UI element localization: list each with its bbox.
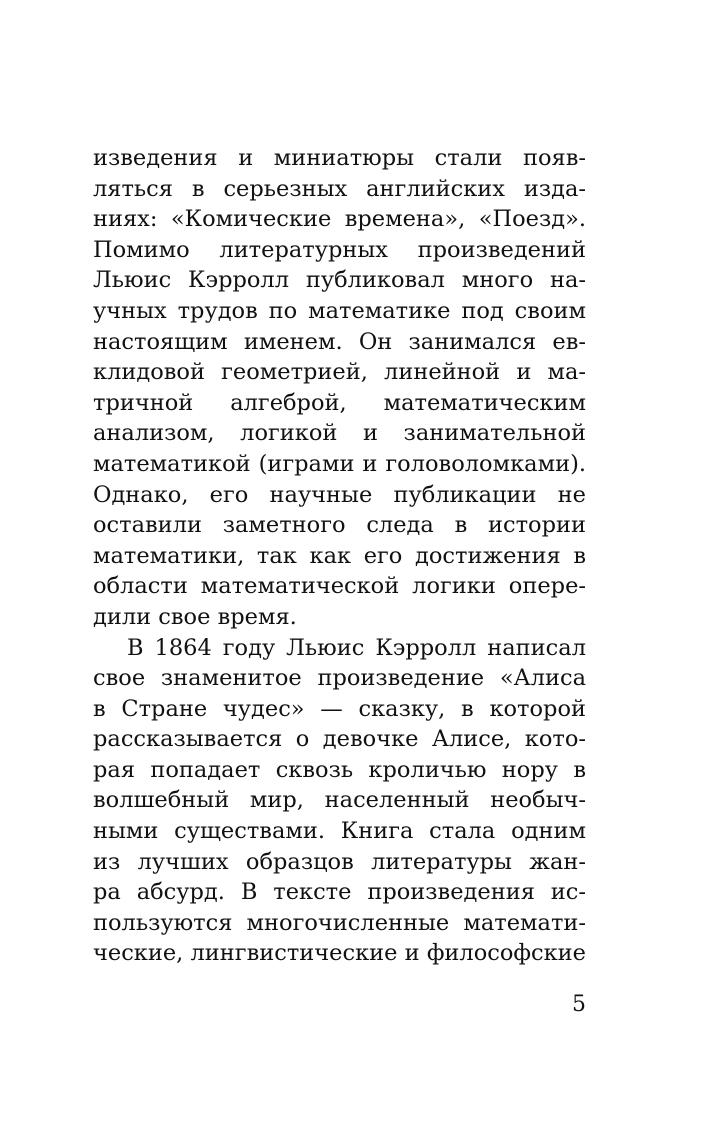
text-line: ниях: «Комические времена», «Поезд». bbox=[93, 206, 586, 233]
text-line: Однако, его научные публикации не bbox=[93, 481, 586, 508]
text-line: ра абсурд. В тексте произведения ис- bbox=[93, 879, 586, 906]
text-line: области математической логики опере- bbox=[93, 573, 586, 600]
text-line: математики, так как его достижения в bbox=[93, 542, 586, 569]
body-text bbox=[93, 143, 586, 969]
text-line: пользуются многочисленные математи- bbox=[93, 909, 586, 936]
text-line: оставили заметного следа в истории bbox=[93, 512, 586, 539]
text-line: рая попадает сквозь кроличью нору в bbox=[93, 756, 586, 783]
text-line: Помимо литературных произведений bbox=[93, 236, 586, 263]
text-line: изведения и миниатюры стали появ- bbox=[93, 145, 586, 171]
paragraph-end-line: дили свое время. bbox=[93, 603, 297, 630]
text-line: учных трудов по математике под своим bbox=[93, 297, 586, 324]
text-line: в Стране чудес» — сказку, в которой bbox=[93, 695, 586, 722]
paragraph-start-line: В 1864 году Льюис Кэрролл написал bbox=[127, 634, 586, 661]
text-line: клидовой геометрией, линейной и ма- bbox=[93, 359, 586, 386]
text-line: настоящим именем. Он занимался ев- bbox=[93, 328, 586, 355]
page-number: 5 bbox=[572, 992, 586, 1017]
text-line: Льюис Кэрролл публиковал много на- bbox=[93, 267, 586, 294]
text-line: рассказывается о девочке Алисе, кото- bbox=[93, 726, 586, 753]
text-line: тричной алгеброй, математическим bbox=[93, 389, 586, 416]
text-line: волшебный мир, населенный необыч- bbox=[93, 787, 586, 814]
text-line: из лучших образцов литературы жан- bbox=[93, 848, 586, 875]
text-line: ляться в серьезных английских изда- bbox=[93, 175, 586, 202]
text-line: математикой (играми и головоломками). bbox=[93, 450, 586, 477]
text-line: анализом, логикой и занимательной bbox=[93, 420, 586, 447]
text-line: ческие, лингвистические и философские bbox=[93, 940, 586, 967]
text-line: ными существами. Книга стала одним bbox=[93, 818, 586, 845]
text-line: свое знаменитое произведение «Алиса bbox=[93, 665, 586, 692]
